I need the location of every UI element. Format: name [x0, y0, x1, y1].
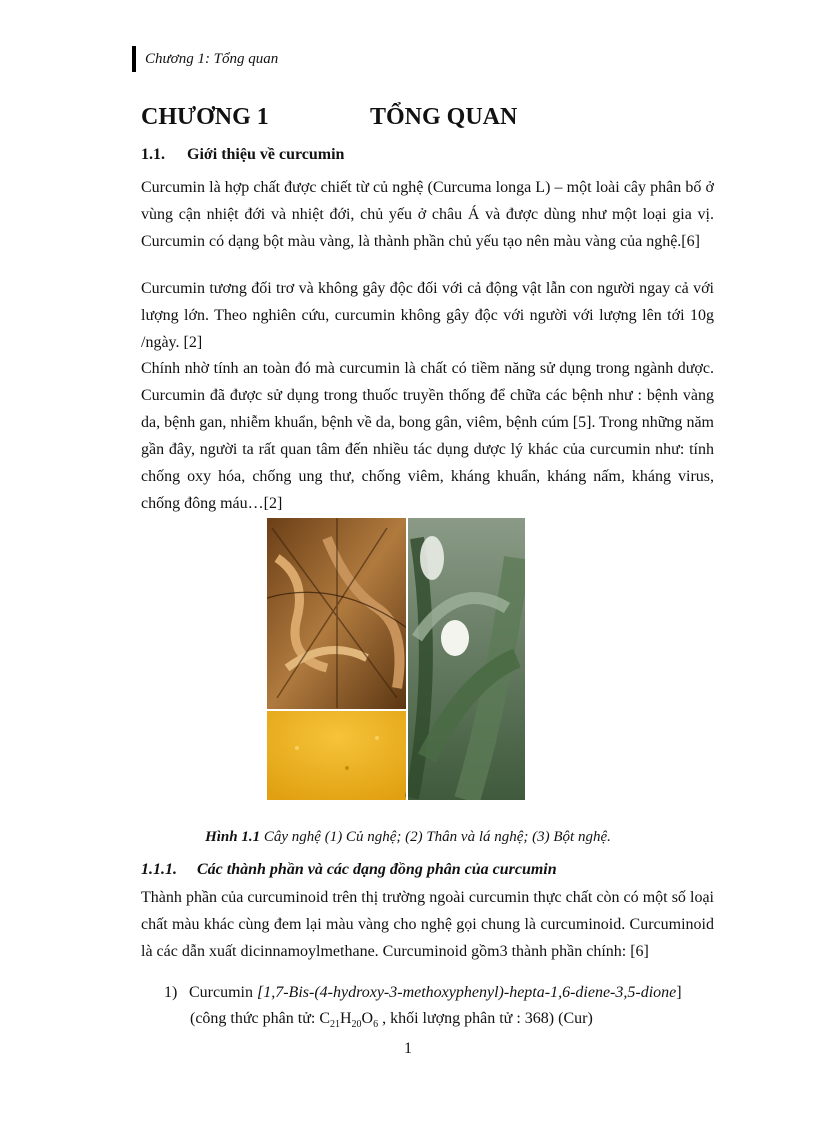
formula-o-letter: O	[361, 1010, 374, 1027]
turmeric-figure	[267, 518, 525, 800]
powder-panel	[267, 710, 407, 800]
list-item-iupac: [1,7-Bis-(4-hydroxy-3-methoxyphenyl)-hepta-1,6-diene-3,5-dione	[257, 984, 677, 1001]
page-number: 1	[404, 1040, 412, 1057]
section-heading	[141, 146, 344, 164]
formula-h-count: 20	[351, 1019, 362, 1031]
formula-h-letter: H	[339, 1010, 352, 1027]
header-text: Chương 1: Tổng quan	[145, 50, 279, 67]
paragraph-1: Curcumin là hợp chất được chiết từ củ nghệ (Curcuma longa L) – một loài cây phân bố ở vùng cận nhiệt đới và nhiệt đới, chủ yếu ở châu Á và được dùng như một loại gia vị. Curcumin có dạng bột màu vàng, là thành phần chủ yếu tạo nên màu vàng của nghệ.[6]	[141, 179, 714, 250]
figure-caption	[0, 829, 816, 846]
formula-c-count: 21	[329, 1019, 340, 1031]
header-bar	[132, 46, 136, 72]
formula-o-count: 6	[373, 1019, 379, 1031]
paragraph-2: Curcumin tương đối trơ và không gây độc đối với cả động vật lẫn con người ngay cả với lượng lớn. Theo nghiên cứu, curcumin không gây độc với người với lượng lên tới 10g /ngày. [2]	[141, 280, 714, 351]
molecular-formula-line	[190, 1010, 593, 1030]
figure-caption-text: Cây nghệ (1) Củ nghệ; (2) Thân và lá nghệ; (3) Bột nghệ.	[260, 829, 611, 845]
subsection-title: Các thành phần và các dạng đồng phân của curcumin	[197, 861, 557, 878]
turmeric-image	[267, 518, 525, 800]
paragraph-4: Thành phần của curcuminoid trên thị trường ngoài curcumin thực chất còn có một số loại chất màu khác cùng đem lại màu vàng cho nghệ gọi chung là curcuminoid. Curcuminoid là các dẫn xuất dicinnamoylmethane. Curcuminoid gồm3 thành phần chính: [6]	[141, 889, 714, 960]
section-title: Giới thiệu về curcumin	[187, 146, 345, 163]
list-item-close: ]	[676, 984, 682, 1001]
list-item-name: Curcumin	[189, 984, 257, 1001]
section-number: 1.1.	[141, 146, 165, 163]
formula-suffix: , khối lượng phân tử : 368) (Cur)	[378, 1010, 593, 1027]
chapter-title: TỔNG QUAN	[370, 104, 518, 130]
figure-label: Hình 1.1	[205, 829, 261, 845]
formula-prefix: (công thức phân tử: C	[190, 1010, 330, 1027]
list-item	[164, 984, 682, 1002]
paragraph-3: Chính nhờ tính an toàn đó mà curcumin là chất có tiềm năng sử dụng trong ngành dược. Curcumin đã được sử dụng trong thuốc truyền thống để chữa các bệnh như : bệnh vàng da, bệnh gan, nhiễm khuẩn, bệnh về da, bong gân, viêm, bệnh cúm [5]. Trong những năm gần đây, người ta rất quan tâm đến nhiều tác dụng dược lý khác của curcumin như: tính chống oxy hóa, chống ung thư, chống viêm, kháng khuẩn, kháng nấm, kháng virus, chống đông máu…[2]	[141, 360, 714, 512]
running-header	[132, 46, 278, 72]
list-item-number: 1)	[164, 984, 178, 1001]
subsection-number: 1.1.1.	[141, 861, 177, 878]
subsection-heading	[141, 861, 557, 879]
chapter-label: CHƯƠNG 1	[141, 104, 269, 130]
